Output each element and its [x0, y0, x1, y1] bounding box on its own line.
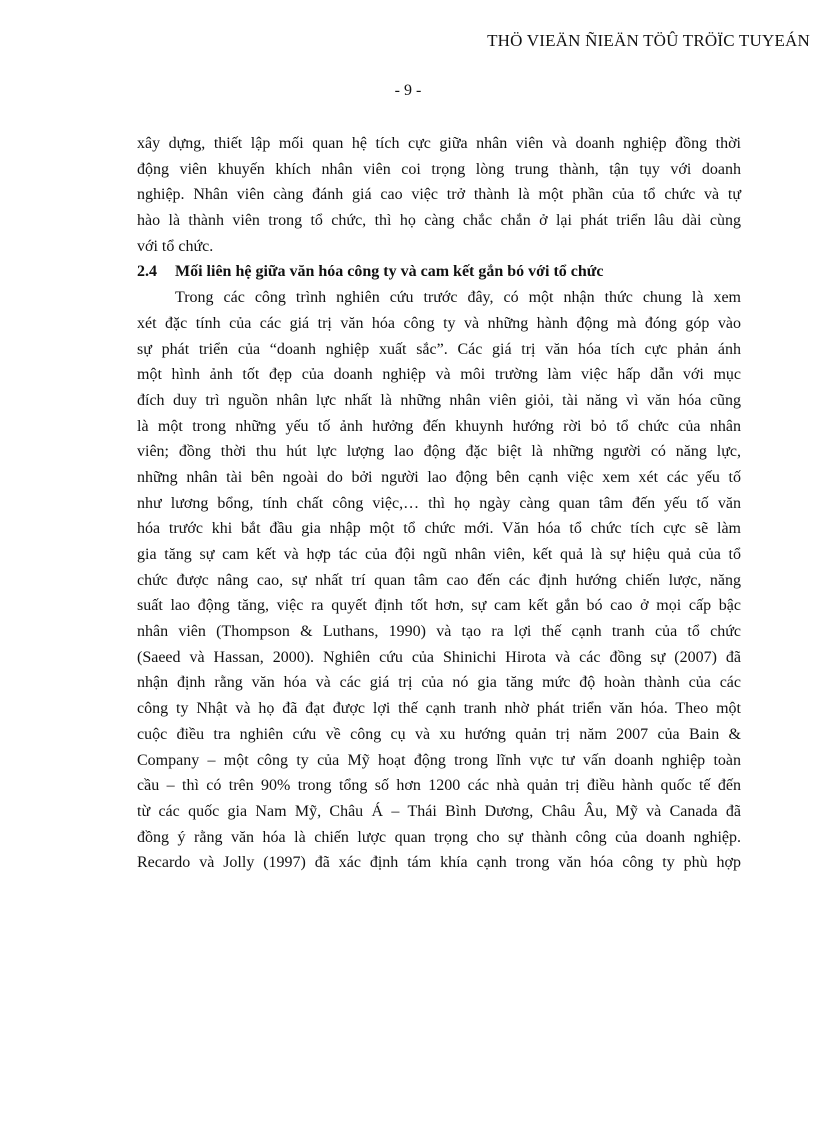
- text-line: một hình ảnh tốt đẹp của doanh nghiệp và môi trường làm việc hấp dẫn với mục: [137, 366, 741, 384]
- text-line: nhận định rằng văn hóa và các giá trị của nó gia tăng mức độ hoàn thành của các: [137, 674, 741, 692]
- text-line: công ty Nhật và họ đã đạt được lợi thế cạnh tranh nhờ phát triển văn hóa. Theo một: [137, 700, 741, 718]
- text-line: xây dựng, thiết lập mối quan hệ tích cực giữa nhân viên và doanh nghiệp đồng thời: [137, 135, 741, 152]
- text-line: nghiệp. Nhân viên càng đánh giá cao việc trở thành là một phần của tổ chức và tự: [137, 186, 741, 204]
- text-line: suất lao động tăng, việc ra quyết định tốt hơn, sự cam kết gắn bó cao ở mọi cấp bậc: [137, 597, 741, 615]
- text-line: hóa trước khi bắt đầu gia nhập một tổ chức mới. Văn hóa tổ chức tích cực sẽ làm: [137, 520, 741, 538]
- section-heading: [137, 259, 741, 285]
- text-line: những nhân tài bên ngoài do bởi người lao động bên cạnh việc xem xét các yếu tố: [137, 468, 741, 486]
- text-line: cầu – thì có trên 90% trong tổng số hơn 1200 các nhà quản trị điều hành quốc tế đến: [137, 777, 741, 795]
- text-line: như lương bổng, tính chất công việc,… thì họ ngày càng quan tâm đến yếu tố văn: [137, 494, 741, 512]
- text-line: chức được nâng cao, sự nhất trí quan tâm cao đến các định hướng chiến lược, năng: [137, 571, 741, 589]
- text-line: từ các quốc gia Nam Mỹ, Châu Á – Thái Bình Dương, Châu Âu, Mỹ và Canada đã: [137, 802, 741, 820]
- text-line: hào là thành viên trong tổ chức, thì họ càng chắc chắn ở lại phát triển lâu dài cùng: [137, 212, 741, 230]
- text-line: với tổ chức.: [137, 237, 214, 255]
- text-line: xét đặc tính của các giá trị văn hóa công ty và những hành động mà đóng góp vào: [137, 314, 741, 332]
- text-line: gia tăng sự cam kết và hợp tác của đội ngũ nhân viên, kết quả là sự hiệu quả của tổ: [137, 546, 741, 563]
- text-line: viên; đồng thời thu hút lực lượng lao động đặc biệt là những người có năng lực,: [137, 443, 741, 461]
- text-line: cuộc điều tra nghiên cứu về công cụ và xu hướng quản trị năm 2007 của Bain &: [137, 725, 741, 743]
- text-line: Company – một công ty của Mỹ hoạt động trong lĩnh vực tư vấn doanh nghiệp toàn: [137, 751, 741, 769]
- text-line: động viên khuyến khích nhân viên coi trọng lòng trung thành, tận tụy với doanh: [137, 160, 741, 178]
- text-line: (Saeed và Hassan, 2000). Nghiên cứu của Shinichi Hirota và các đồng sự (2007) đã: [137, 648, 741, 666]
- text-line: sự phát triển của “doanh nghiệp xuất sắc”. Các giá trị văn hóa tích cực phản ánh: [137, 340, 741, 358]
- section-title: Mối liên hệ giữa văn hóa công ty và cam kết gắn bó với tổ chức: [175, 263, 604, 281]
- document-body: [137, 131, 741, 876]
- paragraph-1: [137, 131, 741, 259]
- page-number: - 9 -: [394, 82, 422, 99]
- text-line: Recardo và Jolly (1997) đã xác định tám khía cạnh trong văn hóa công ty phù hợp: [137, 854, 741, 872]
- text-line: đồng ý rằng văn hóa là chiến lược quan trọng cho sự thành công của doanh nghiệp.: [137, 828, 741, 846]
- text-line: đích duy trì nguồn nhân lực nhất là những nhân viên giỏi, tài năng vì văn hóa cũng: [137, 391, 741, 409]
- page-header: THÖ VIEÄN ÑIEÄN TÖÛ TRÖÏC TUYEÁN: [487, 31, 810, 50]
- text-line: là một trong những yếu tố ảnh hưởng đến khuynh hướng rời bỏ tổ chức của nhân: [137, 417, 741, 435]
- section-number: 2.4: [137, 263, 157, 281]
- text-line: Trong các công trình nghiên cứu trước đây, có một nhận thức chung là xem: [175, 289, 741, 307]
- text-line: nhân viên (Thompson & Luthans, 1990) và tạo ra lợi thế cạnh tranh của tổ chức: [137, 623, 741, 641]
- paragraph-2: [137, 285, 741, 876]
